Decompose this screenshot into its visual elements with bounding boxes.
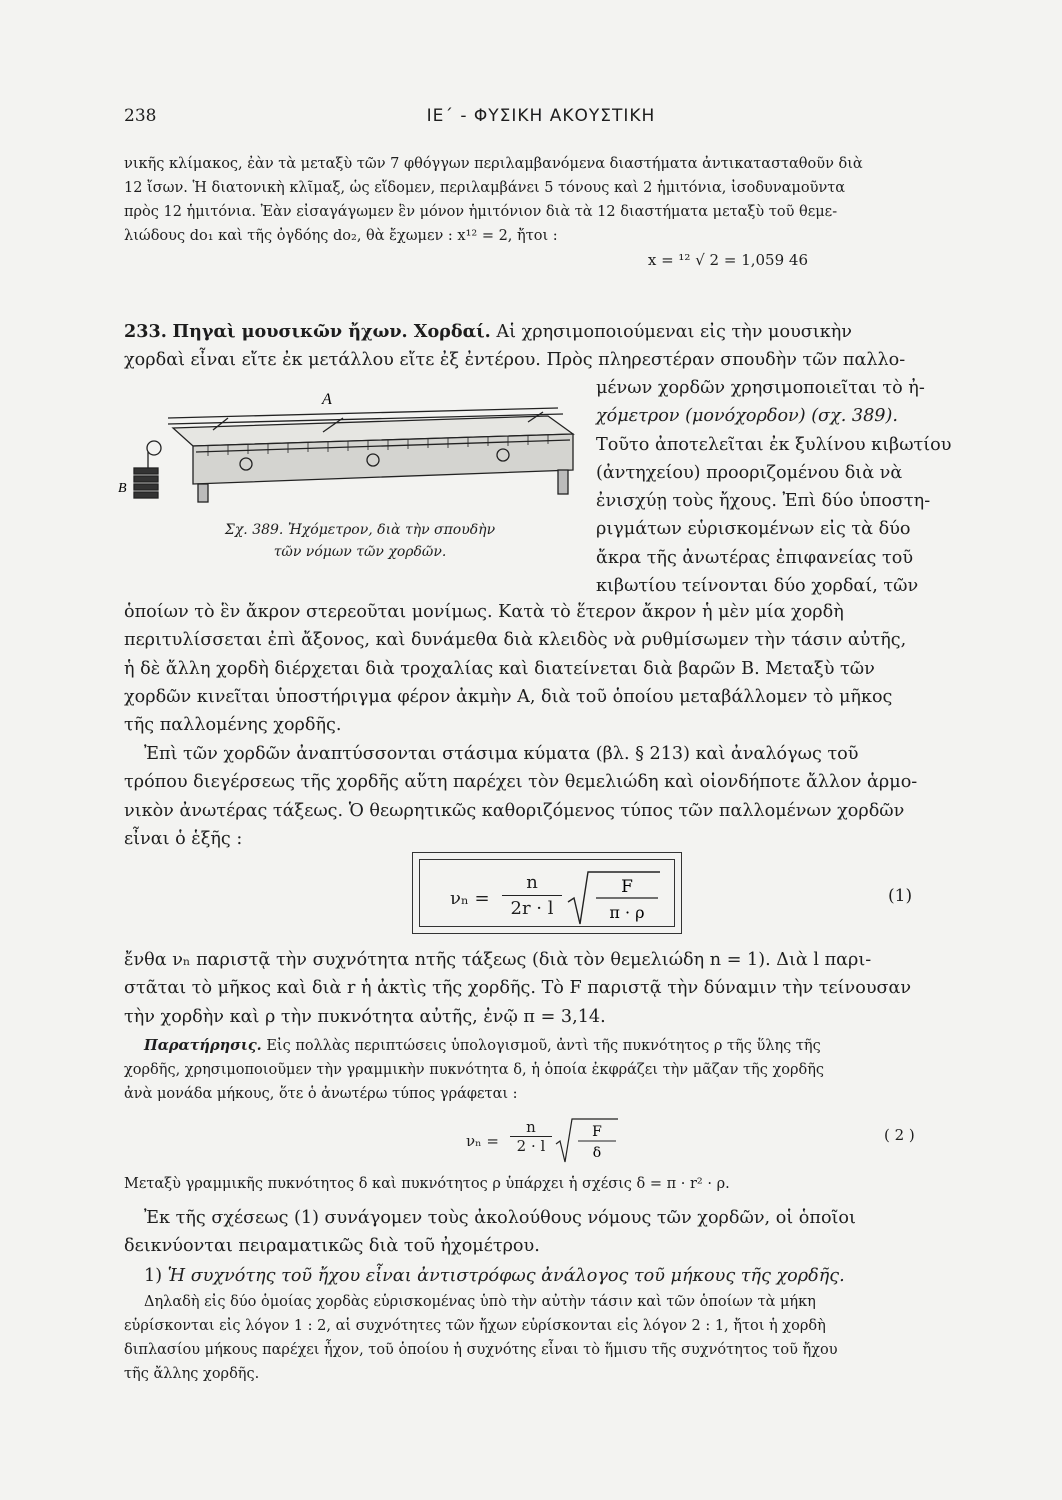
remark-line1-rest: Εἰς πολλὰς περιπτώσεις ὑπολογισμοῦ, ἀντὶ τῆς πυκνότητος ρ τῆς ὕλης τῆς <box>266 1038 821 1054</box>
remark-line: ἀνὰ μονάδα μήκους, ὅτε ὁ ἀνωτέρω τύπος γράφεται : <box>124 1086 518 1102</box>
page-number: 238 <box>124 106 157 126</box>
section-233 <box>124 318 958 375</box>
paragraph-symbols <box>124 946 958 1031</box>
equation-number-2: ( 2 ) <box>884 1126 915 1144</box>
formula-2-denominator: 2 · l <box>516 1137 546 1155</box>
side-line: μένων χορδῶν χρησιμοποιεῖται τὸ ἠ- <box>596 378 925 398</box>
side-line: κιβωτίου τείνονται δύο χορδαί, τῶν <box>596 576 919 597</box>
formula-1-root-denominator: π · ρ <box>609 903 645 922</box>
formula-2-root-denominator: δ <box>592 1145 602 1161</box>
text-line: περιτυλίσσεται ἐπὶ ἄξονος, καὶ δυνάμεθα διὰ κλειδὸς νὰ ρυθμίσωμεν τὴν τάσιν αὐτῆς, <box>124 630 907 651</box>
text-line: στᾶται τὸ μῆκος καὶ διὰ r ἡ ἀκτὶς τῆς χορδῆς. Τὸ F παριστᾷ τὴν δύναμιν τὴν τείνουσαν <box>124 978 912 999</box>
text-line: Δηλαδὴ εἰς δύο ὁμοίας χορδὰς εὑρισκομένας ὑπὸ τὴν αὐτὴν τάσιν καὶ τῶν ὁποίων τὰ μήκη <box>144 1294 816 1310</box>
side-line: Τοῦτο ἀποτελεῖται ἐκ ξυλίνου κιβωτίου <box>596 434 952 455</box>
text-line: τὴν χορδὴν καὶ ρ τὴν πυκνότητα αὐτῆς, ἐνῷ π = 3,14. <box>124 1006 606 1027</box>
figure-caption <box>180 519 540 563</box>
formula-2-fraction <box>510 1118 552 1155</box>
law-1-explanation <box>124 1290 958 1386</box>
formula-1 <box>442 868 672 928</box>
section-title: Πηγαὶ μουσικῶν ἤχων. Χορδαί. <box>172 321 491 342</box>
density-relation: Μεταξὺ γραμμικῆς πυκνότητος δ καὶ πυκνότητος ρ ὑπάρχει ἡ σχέσις δ = π · r² · ρ. <box>124 1176 730 1192</box>
law-1-number: 1) <box>144 1266 163 1286</box>
side-line: ἄκρα τῆς ἀνωτέρας ἐπιφανείας τοῦ <box>596 547 914 568</box>
formula-2 <box>466 1116 646 1166</box>
monochord-figure <box>118 388 588 508</box>
formula-1-root-numerator: F <box>621 877 633 897</box>
text-line: εὑρίσκονται εἰς λόγον 1 : 2, αἱ συχνότητες τῶν ἤχων εὑρίσκονται εἰς λόγον 2 : 1, ἤτοι ἡ χορδὴ <box>124 1318 826 1334</box>
paragraph-laws-intro <box>124 1204 958 1261</box>
caption-line: Σχ. 389. Ἠχόμετρον, διὰ τὴν σπουδὴν <box>224 522 496 538</box>
section-line1-rest: Αἱ χρησιμοποιούμεναι εἰς τὴν μουσικὴν <box>496 322 852 342</box>
text-line: νικὸν ἀνωτέρας τάξεως. Ὁ θεωρητικῶς καθοριζόμενος τύπος τῶν παλλομένων χορδῶν <box>124 800 905 821</box>
text-line: Ἐκ τῆς σχέσεως (1) συνάγομεν τοὺς ἀκολούθους νόμους τῶν χορδῶν, οἱ ὁποῖοι <box>144 1208 856 1228</box>
intro-line: πρὸς 12 ἡμιτόνια. Ἐὰν εἰσαγάγωμεν ἓν μόνον ἡμιτόνιον διὰ τὰ 12 διαστήματα μεταξὺ τοῦ θεμε- <box>124 204 838 220</box>
law-1 <box>124 1262 958 1290</box>
remark-line <box>124 1034 958 1058</box>
equation-number-1: (1) <box>888 886 913 906</box>
law-1-statement: Ἡ συχνότης τοῦ ἤχου εἶναι ἀντιστρόφως ἀνάλογος τοῦ μήκους τῆς χορδῆς. <box>167 1266 845 1286</box>
side-line: ἐνισχύῃ τοὺς ἤχους. Ἐπὶ δύο ὑποστη- <box>596 491 931 512</box>
text-line: τῆς παλλομένης χορδῆς. <box>124 715 342 736</box>
text-line: διπλασίου μήκους παρέχει ἦχον, τοῦ ὁποίου ἡ συχνότης εἶναι τὸ ἥμισυ τῆς συχνότητος τοῦ ἤχου <box>124 1342 838 1358</box>
formula-2-lhs: νₙ = <box>466 1132 499 1150</box>
figure-side-text <box>596 374 958 600</box>
formula-1-sqrt-sign <box>566 868 662 926</box>
formula-1-lhs: νₙ = <box>450 888 490 909</box>
label-B: B <box>118 481 127 496</box>
text-line: δεικνύονται πειραματικῶς διὰ τοῦ ἠχομέτρου. <box>124 1236 540 1257</box>
formula-2-sqrt-sign <box>554 1116 620 1164</box>
formula-2-numerator: n <box>510 1118 552 1137</box>
intro-paragraph <box>124 152 958 272</box>
intro-line: 12 ἴσων. Ἡ διατονικὴ κλῖμαξ, ὡς εἴδομεν, περιλαμβάνει 5 τόνους καὶ 2 ἡμιτόνια, ἰσοδυναμοῦντα <box>124 180 846 196</box>
remark <box>124 1034 958 1106</box>
text-line: χορδῶν κινεῖται ὑποστήριγμα φέρον ἀκμὴν Α, διὰ τοῦ ὁποίου μεταβάλλομεν τὸ μῆκος <box>124 686 893 707</box>
running-title: ΙΕ΄ - ΦΥΣΙΚΗ ΑΚΟΥΣΤΙΚΗ <box>426 106 656 126</box>
formula-1-denominator: 2r · l <box>510 898 554 919</box>
remark-line: χορδῆς, χρησιμοποιοῦμεν τὴν γραμμικὴν πυκνότητα δ, ἡ ὁποία ἐκφράζει τὴν μᾶζαν τῆς χορδῆς <box>124 1062 825 1078</box>
formula-1-fraction <box>502 872 562 919</box>
label-A: A <box>322 391 332 408</box>
paragraph-standing-waves <box>124 740 958 853</box>
side-line: χόμετρον (μονόχορδον) (σχ. 389). <box>596 406 898 427</box>
text-line: ὁποίων τὸ ἓν ἄκρον στερεοῦται μονίμως. Κατὰ τὸ ἕτερον ἄκρον ἡ μὲν μία χορδὴ <box>124 602 844 622</box>
remark-title: Παρατήρησις. <box>144 1037 262 1054</box>
formula-2-root-numerator: F <box>592 1124 602 1140</box>
law-1-line <box>124 1262 958 1290</box>
intro-line: λιώδους do₁ καὶ τῆς ὀγδόης do₂, θὰ ἔχωμεν : x¹² = 2, ἤτοι : <box>124 228 558 244</box>
section-line2: χορδαὶ εἶναι εἴτε ἐκ μετάλλου εἴτε ἐξ ἐντέρου. Πρὸς πληρεστέραν σπουδὴν τῶν παλλο- <box>124 350 906 371</box>
text-line: Ἐπὶ τῶν χορδῶν ἀναπτύσσονται στάσιμα κύματα (βλ. § 213) καὶ ἀναλόγως τοῦ <box>144 744 859 764</box>
intro-line: νικῆς κλίμακος, ἐὰν τὰ μεταξὺ τῶν 7 φθόγγων περιλαμβανόμενα διαστήματα ἀντικατασταθοῦν διὰ <box>124 156 863 172</box>
section-continuation <box>124 598 958 739</box>
text-line: ἔνθα νₙ παριστᾷ τὴν συχνότητα nτῆς τάξεως (διὰ τὸν θεμελιώδη n = 1). Διὰ l παρι- <box>124 950 872 970</box>
intro-formula: x = ¹² √ 2 = 1,059 46 <box>647 251 808 269</box>
page-header <box>124 106 958 134</box>
text-line: τῆς ἄλλης χορδῆς. <box>124 1366 260 1382</box>
caption-line: τῶν νόμων τῶν χορδῶν. <box>273 544 447 560</box>
section-heading-line <box>124 318 958 346</box>
section-number: 233. <box>124 321 167 342</box>
text-line: τρόπου διεγέρσεως τῆς χορδῆς αὕτη παρέχει τὸν θεμελιώδη καὶ οἱονδήποτε ἄλλον ἁρμο- <box>124 772 918 793</box>
text-line: ἡ δὲ ἄλλη χορδὴ διέρχεται διὰ τροχαλίας καὶ διατείνεται διὰ βαρῶν Β. Μεταξὺ τῶν <box>124 658 875 679</box>
side-line: (ἀντηχείου) προοριζομένου διὰ νὰ <box>596 462 903 483</box>
text-line: εἶναι ὁ ἑξῆς : <box>124 828 243 849</box>
formula-1-numerator: n <box>502 872 562 896</box>
side-line: ριγμάτων εὑρισκομένων εἰς τὰ δύο <box>596 519 911 540</box>
